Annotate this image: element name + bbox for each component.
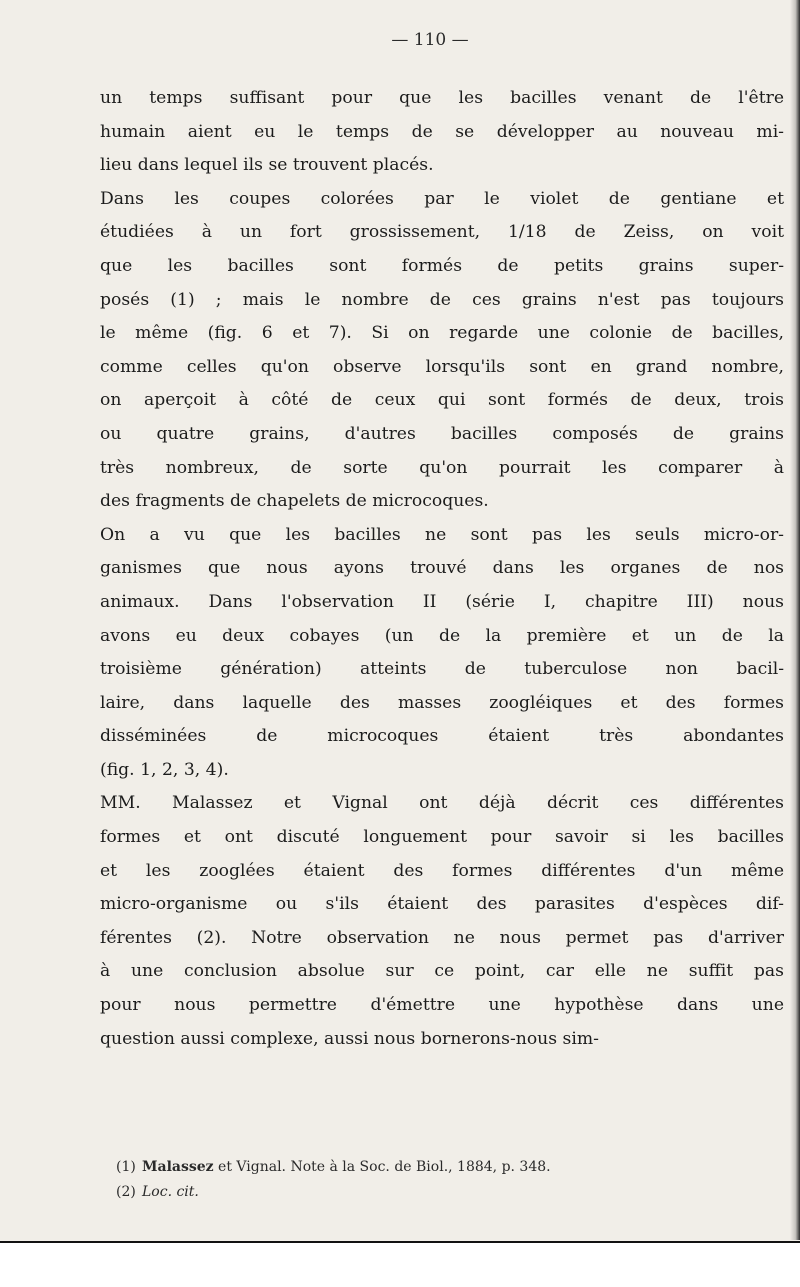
- text-line: on aperçoit à côté de ceux qui sont formés de deux, trois: [100, 390, 784, 411]
- text-line: à une conclusion absolue sur ce point, car elle ne suffit pas: [100, 961, 784, 982]
- text-line: que les bacilles sont formés de petits grains super-: [100, 255, 784, 276]
- page-edge-shadow: [790, 0, 800, 1240]
- text-line: le même (fig. 6 et 7). Si on regarde une colonie de bacilles,: [100, 323, 784, 344]
- text-line: très nombreux, de sorte qu'on pourrait les comparer à: [100, 457, 784, 478]
- body-text: [100, 82, 784, 1056]
- text-line: un temps suffisant pour que les bacilles venant de l'être: [100, 88, 784, 108]
- footnote-1: [116, 1155, 776, 1180]
- text-line: avons eu deux cobayes (un de la première et un de la: [100, 625, 784, 646]
- text-line: férentes (2). Notre observation ne nous permet pas d'arriver: [100, 927, 784, 948]
- page-number: — 110 —: [391, 30, 469, 50]
- text-line: lieu dans lequel ils se trouvent placés.: [100, 155, 434, 176]
- page-margin-bottom: [0, 1243, 800, 1287]
- text-line: comme celles qu'on observe lorsqu'ils sont en grand nombre,: [100, 356, 784, 377]
- text-line: question aussi complexe, aussi nous bornerons-nous sim-: [100, 1028, 599, 1049]
- text-line: pour nous permettre d'émettre une hypothèse dans une: [100, 995, 784, 1016]
- text-line: animaux. Dans l'observation II (série I, chapitre III) nous: [100, 591, 784, 612]
- text-line: humain aient eu le temps de se développer au nouveau mi-: [100, 121, 784, 142]
- text-line: MM. Malassez et Vignal ont déjà décrit ces différentes: [100, 793, 784, 814]
- footnote-text: et Vignal. Note à la Soc. de Biol., 1884, p. 348.: [213, 1159, 551, 1175]
- text-line: Dans les coupes colorées par le violet de gentiane et: [100, 188, 784, 209]
- footnote-text: Loc. cit.: [142, 1184, 199, 1200]
- text-line: disséminées de microcoques étaient très abondantes: [100, 726, 784, 747]
- footnote-marker: (2): [116, 1184, 136, 1200]
- footnote-author: Malassez: [142, 1159, 214, 1175]
- text-line: troisième génération) atteints de tuberculose non bacil-: [100, 659, 784, 680]
- text-line: micro-organisme ou s'ils étaient des parasites d'espèces dif-: [100, 894, 784, 915]
- text-line: posés (1) ; mais le nombre de ces grains n'est pas toujours: [100, 289, 784, 310]
- text-line: (fig. 1, 2, 3, 4).: [100, 759, 229, 780]
- text-line: laire, dans laquelle des masses zoogléiques et des formes: [100, 692, 784, 713]
- text-line: formes et ont discuté longuement pour savoir si les bacilles: [100, 827, 784, 848]
- footnote-marker: (1): [116, 1159, 136, 1175]
- text-line: et les zooglées étaient des formes différentes d'un même: [100, 860, 784, 881]
- text-line: étudiées à un fort grossissement, 1/18 de Zeiss, on voit: [100, 222, 784, 243]
- footnotes: [116, 1155, 776, 1205]
- footnote-2: [116, 1180, 776, 1205]
- text-line: des fragments de chapelets de microcoques.: [100, 491, 489, 512]
- text-line: ou quatre grains, d'autres bacilles composés de grains: [100, 423, 784, 444]
- text-lines: [100, 82, 784, 1056]
- text-line: On a vu que les bacilles ne sont pas les seuls micro-or-: [100, 524, 784, 545]
- text-line: ganismes que nous ayons trouvé dans les organes de nos: [100, 558, 784, 579]
